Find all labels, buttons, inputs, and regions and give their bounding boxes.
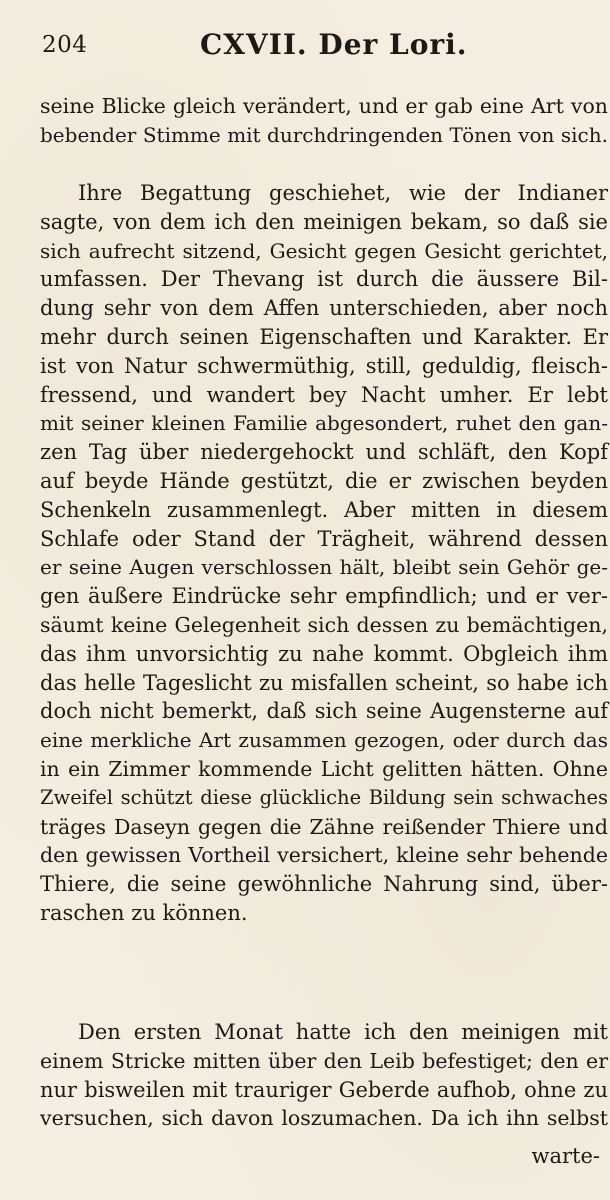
text-line: gen äußere Eindrücke sehr empfindlich; und er ver-	[40, 584, 608, 609]
text-line: auf beyde Hände gestützt, die er zwischen beyden	[40, 468, 608, 493]
text-line: dung sehr von dem Affen unterschieden, aber noch	[40, 296, 608, 321]
text-line: bebender Stimme mit durchdringenden Tönen von sich.	[40, 122, 608, 147]
text-line: raschen zu können.	[40, 900, 248, 925]
text-line: ist von Natur schwermüthig, still, geduldig, fleisch-	[40, 353, 608, 378]
text-line: sich aufrecht sitzend, Gesicht gegen Gesicht gerichtet,	[40, 238, 608, 263]
paragraph-2	[40, 179, 608, 928]
paragraph-1	[40, 92, 608, 150]
text-line: zen Tag über niedergehockt und schläft, den Kopf	[40, 440, 608, 465]
text-line: seine Blicke gleich verändert, und er gab eine Art von	[40, 94, 608, 118]
text-line: in ein Zimmer kommende Licht gelitten hätten. Ohne	[40, 756, 608, 781]
text-line: das ihm unvorsichtig zu nahe kommt. Obgleich ihm	[40, 641, 608, 666]
running-title: CXVII. Der Lori.	[200, 28, 468, 61]
text-line: das helle Tageslicht zu misfallen scheint, so habe ich	[40, 670, 608, 695]
text-line: Ihre Begattung geschiehet, wie der Indianer	[78, 181, 608, 205]
text-line: Den ersten Monat hatte ich den meinigen mit	[78, 1020, 608, 1044]
catchword: warte-	[531, 1144, 600, 1168]
text-line: nur bisweilen mit trauriger Geberde aufhob, ohne zu	[40, 1077, 608, 1102]
text-line: eine merkliche Art zusammen gezogen, oder durch das	[40, 728, 608, 753]
text-line: versuchen, sich davon loszumachen. Da ich ihn selbst	[40, 1106, 608, 1131]
paragraph-3	[40, 1018, 608, 1133]
text-line: einem Stricke mitten über den Leib befestiget; den er	[40, 1048, 608, 1073]
text-line: mehr durch seinen Eigenschaften und Karakter. Er	[40, 324, 608, 349]
text-line: Schlafe oder Stand der Trägheit, während dessen	[40, 526, 608, 551]
text-line: Schenkeln zusammenlegt. Aber mitten in diesem	[40, 497, 608, 522]
text-line: säumt keine Gelegenheit sich dessen zu bemächtigen,	[40, 612, 608, 637]
text-line: Zweifel schützt diese glückliche Bildung sein schwaches	[40, 785, 608, 809]
text-line: doch nicht bemerkt, daß sich seine Augensterne auf	[40, 699, 608, 724]
page-number: 204	[42, 32, 88, 58]
text-line: den gewissen Vortheil versichert, kleine sehr behende	[40, 843, 608, 868]
text-line: Thiere, die seine gewöhnliche Nahrung sind, über-	[40, 872, 608, 897]
text-line: fressend, und wandert bey Nacht umher. Er lebt	[40, 382, 608, 407]
text-line: träges Daseyn gegen die Zähne reißender Thiere und	[40, 814, 608, 839]
page-header	[42, 26, 590, 62]
text-line: mit seiner kleinen Familie abgesondert, ruhet den gan-	[40, 411, 608, 436]
text-line: er seine Augen verschlossen hält, bleibt sein Gehör ge-	[40, 555, 608, 580]
text-line: sagte, von dem ich den meinigen bekam, so daß sie	[40, 209, 608, 234]
text-line: umfassen. Der Thevang ist durch die äussere Bil-	[40, 267, 608, 292]
